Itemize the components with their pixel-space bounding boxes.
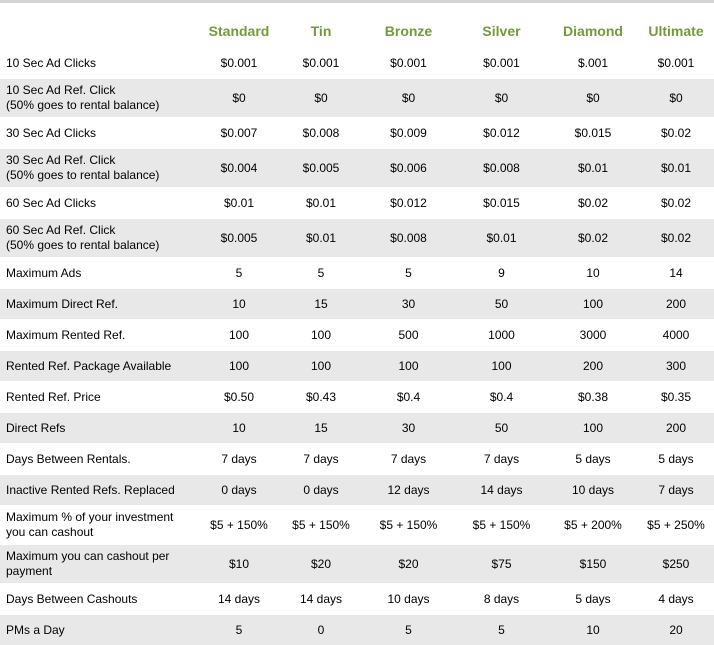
cell-value: $0.005 — [280, 149, 362, 188]
cell-value: $20 — [280, 545, 362, 584]
table-row — [0, 320, 714, 351]
cell-value: 5 — [455, 615, 548, 645]
table-row — [0, 382, 714, 413]
cell-value: $5 + 150% — [280, 506, 362, 545]
cell-value: 10 — [548, 258, 638, 289]
cell-value: $0.02 — [638, 219, 714, 258]
cell-value: 9 — [455, 258, 548, 289]
table-row — [0, 545, 714, 584]
cell-value: 0 days — [280, 475, 362, 506]
table-row — [0, 258, 714, 289]
header-standard: Standard — [198, 14, 280, 48]
cell-value: 5 days — [638, 444, 714, 475]
cell-value: 100 — [455, 351, 548, 382]
cell-value: 0 days — [198, 475, 280, 506]
cell-value: $5 + 150% — [455, 506, 548, 545]
table-row — [0, 79, 714, 118]
cell-value: $0.4 — [362, 382, 455, 413]
cell-value: $150 — [548, 545, 638, 584]
cell-value: $0.015 — [548, 118, 638, 149]
cell-value: $0.007 — [198, 118, 280, 149]
table-row — [0, 475, 714, 506]
cell-value: $0 — [455, 79, 548, 118]
cell-value: 7 days — [198, 444, 280, 475]
cell-value: $75 — [455, 545, 548, 584]
cell-value: 7 days — [638, 475, 714, 506]
cell-value: 5 — [198, 258, 280, 289]
row-label: Direct Refs — [0, 413, 198, 444]
cell-value: $5 + 250% — [638, 506, 714, 545]
row-label: Rented Ref. Package Available — [0, 351, 198, 382]
cell-value: $.001 — [548, 48, 638, 79]
row-label: 10 Sec Ad Ref. Click (50% goes to rental balance) — [0, 79, 198, 118]
table-row — [0, 118, 714, 149]
cell-value: $0.001 — [198, 48, 280, 79]
cell-value: 4000 — [638, 320, 714, 351]
cell-value: $0.008 — [280, 118, 362, 149]
cell-value: 200 — [638, 289, 714, 320]
cell-value: $0.38 — [548, 382, 638, 413]
cell-value: 14 — [638, 258, 714, 289]
cell-value: 15 — [280, 289, 362, 320]
cell-value: 100 — [548, 413, 638, 444]
cell-value: 100 — [198, 351, 280, 382]
header-bronze: Bronze — [362, 14, 455, 48]
cell-value: $0.4 — [455, 382, 548, 413]
table-row — [0, 48, 714, 79]
cell-value: $0.004 — [198, 149, 280, 188]
row-label: Days Between Cashouts — [0, 584, 198, 615]
cell-value: $250 — [638, 545, 714, 584]
cell-value: 12 days — [362, 475, 455, 506]
cell-value: 1000 — [455, 320, 548, 351]
table-row — [0, 506, 714, 545]
cell-value: 0 — [280, 615, 362, 645]
cell-value: 7 days — [280, 444, 362, 475]
cell-value: $0 — [280, 79, 362, 118]
cell-value: $0.01 — [198, 188, 280, 219]
header-silver: Silver — [455, 14, 548, 48]
cell-value: 14 days — [455, 475, 548, 506]
cell-value: 100 — [548, 289, 638, 320]
cell-value: $0.43 — [280, 382, 362, 413]
cell-value: 5 days — [548, 444, 638, 475]
cell-value: 50 — [455, 413, 548, 444]
header-blank — [0, 14, 198, 48]
cell-value: $0 — [198, 79, 280, 118]
cell-value: $0.015 — [455, 188, 548, 219]
cell-value: 100 — [280, 320, 362, 351]
cell-value: 5 — [362, 258, 455, 289]
cell-value: 20 — [638, 615, 714, 645]
table-row — [0, 584, 714, 615]
cell-value: $0.006 — [362, 149, 455, 188]
cell-value: $0.01 — [280, 219, 362, 258]
row-label: 60 Sec Ad Clicks — [0, 188, 198, 219]
cell-value: $0.02 — [638, 188, 714, 219]
header-ultimate: Ultimate — [638, 14, 714, 48]
cell-value: 10 — [548, 615, 638, 645]
row-label: Inactive Rented Refs. Replaced — [0, 475, 198, 506]
cell-value: $0.01 — [638, 149, 714, 188]
cell-value: 3000 — [548, 320, 638, 351]
cell-value: $0.001 — [362, 48, 455, 79]
table-row — [0, 219, 714, 258]
cell-value: $0 — [362, 79, 455, 118]
cell-value: $0.02 — [548, 219, 638, 258]
table-row — [0, 413, 714, 444]
cell-value: 30 — [362, 413, 455, 444]
cell-value: 8 days — [455, 584, 548, 615]
cell-value: $0.01 — [280, 188, 362, 219]
row-label: Maximum Ads — [0, 258, 198, 289]
cell-value: $0.008 — [455, 149, 548, 188]
row-label: 10 Sec Ad Clicks — [0, 48, 198, 79]
header-tin: Tin — [280, 14, 362, 48]
cell-value: 5 — [198, 615, 280, 645]
cell-value: 500 — [362, 320, 455, 351]
table-body — [0, 48, 714, 645]
row-label: Days Between Rentals. — [0, 444, 198, 475]
cell-value: $0.50 — [198, 382, 280, 413]
cell-value: 5 — [362, 615, 455, 645]
row-label: Maximum Direct Ref. — [0, 289, 198, 320]
cell-value: $0.01 — [548, 149, 638, 188]
table-row — [0, 615, 714, 645]
cell-value: $0.009 — [362, 118, 455, 149]
cell-value: $20 — [362, 545, 455, 584]
cell-value: 5 days — [548, 584, 638, 615]
cell-value: 100 — [362, 351, 455, 382]
cell-value: $0.012 — [362, 188, 455, 219]
cell-value: 14 days — [198, 584, 280, 615]
table-row — [0, 188, 714, 219]
cell-value: 200 — [638, 413, 714, 444]
table-row — [0, 351, 714, 382]
cell-value: 7 days — [362, 444, 455, 475]
cell-value: $0.02 — [548, 188, 638, 219]
cell-value: $0.001 — [638, 48, 714, 79]
cell-value: 30 — [362, 289, 455, 320]
header-diamond: Diamond — [548, 14, 638, 48]
cell-value: 100 — [280, 351, 362, 382]
cell-value: 50 — [455, 289, 548, 320]
cell-value: $10 — [198, 545, 280, 584]
top-border — [0, 0, 714, 3]
row-label: 60 Sec Ad Ref. Click (50% goes to rental balance) — [0, 219, 198, 258]
cell-value: 5 — [280, 258, 362, 289]
cell-value: 4 days — [638, 584, 714, 615]
cell-value: $5 + 150% — [198, 506, 280, 545]
cell-value: 300 — [638, 351, 714, 382]
table-row — [0, 289, 714, 320]
row-label: Maximum you can cashout per payment — [0, 545, 198, 584]
row-label: PMs a Day — [0, 615, 198, 645]
cell-value: 100 — [198, 320, 280, 351]
cell-value: $0.01 — [455, 219, 548, 258]
cell-value: 10 days — [362, 584, 455, 615]
cell-value: 200 — [548, 351, 638, 382]
cell-value: 15 — [280, 413, 362, 444]
cell-value: $0.001 — [280, 48, 362, 79]
membership-comparison-table — [0, 14, 714, 645]
cell-value: 10 — [198, 289, 280, 320]
cell-value: $0.008 — [362, 219, 455, 258]
cell-value: $5 + 150% — [362, 506, 455, 545]
cell-value: 7 days — [455, 444, 548, 475]
row-label: Rented Ref. Price — [0, 382, 198, 413]
cell-value: $0.012 — [455, 118, 548, 149]
row-label: Maximum % of your investment you can cashout — [0, 506, 198, 545]
cell-value: $0.001 — [455, 48, 548, 79]
table-row — [0, 149, 714, 188]
cell-value: $0.02 — [638, 118, 714, 149]
cell-value: 10 days — [548, 475, 638, 506]
cell-value: $0.005 — [198, 219, 280, 258]
row-label: 30 Sec Ad Ref. Click (50% goes to rental balance) — [0, 149, 198, 188]
header-row — [0, 14, 714, 48]
cell-value: $5 + 200% — [548, 506, 638, 545]
cell-value: $0.35 — [638, 382, 714, 413]
cell-value: $0 — [638, 79, 714, 118]
cell-value: $0 — [548, 79, 638, 118]
row-label: Maximum Rented Ref. — [0, 320, 198, 351]
cell-value: 10 — [198, 413, 280, 444]
cell-value: 14 days — [280, 584, 362, 615]
table-row — [0, 444, 714, 475]
row-label: 30 Sec Ad Clicks — [0, 118, 198, 149]
